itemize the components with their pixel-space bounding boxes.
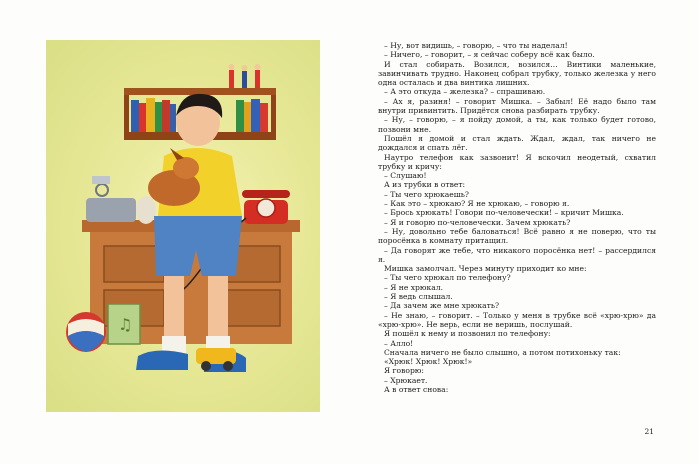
paragraph: – Ах я, разиня! – говорит Мишка. – Забыл! Её надо было там внутри привинтить. Придётся снова разбирать трубку. [378, 96, 656, 116]
paragraph: – Я и говорю по-человечески. Зачем хрюкать? [384, 217, 571, 227]
paragraph: – Ну, вот видишь, – говорю, – что ты наделал! [384, 41, 568, 50]
paragraph: – Как это – хрюкаю? Я не хрюкаю, – говорю я. [384, 199, 570, 209]
paragraph: – Ничего, – говорит, – я сейчас соберу всё как было. [384, 50, 595, 60]
paragraph: – Ну, довольно тебе баловаться! Всё равно я не поверю, что ты поросёнка в комнату притащил. [378, 226, 656, 246]
illustration-drawing [46, 40, 320, 412]
svg-text:♫: ♫ [118, 315, 133, 334]
paragraph: – Слушаю! [384, 171, 427, 181]
paragraph: – Не знаю, – говорит. – Только у меня в трубке всё «хрю-хрю» да «хрю-хрю». Не верь, если не веришь, послушай. [378, 310, 656, 329]
telephone-parts-icon [86, 176, 136, 222]
story-text [378, 41, 656, 394]
paragraph: А из трубки в ответ: [384, 180, 466, 190]
page-number: 21 [644, 427, 654, 436]
paragraph: – Ты чего хрюкал по телефону? [384, 273, 511, 283]
paragraph: Сначала ничего не было слышно, а потом потихоньку так: [384, 347, 621, 357]
paragraph: – А это откуда – железка? – спрашиваю. [384, 87, 546, 97]
paragraph: – Брось хрюкать! Говори по-человечески! – кричит Мишка. [384, 208, 624, 218]
paragraph: – Я не хрюкал. [384, 282, 443, 292]
paragraph: – Ты чего хрюкаешь? [384, 189, 469, 199]
paragraph: Мишка замолчал. Через минуту приходит ко мне: [384, 264, 587, 274]
paragraph: – Я ведь слышал. [384, 292, 453, 302]
paragraph: А в ответ снова: [384, 384, 449, 394]
paragraph: – Алло! [384, 338, 414, 348]
paragraph: Я говорю: [384, 366, 424, 376]
boy-with-dog-illustration [46, 40, 320, 412]
paragraph: Пошёл я домой и стал ждать. Ждал, ждал, так ничего не дождался и спать лёг. [378, 133, 656, 153]
paragraph: Я пошёл к нему и позвонил по телефону: [384, 329, 551, 339]
paragraph: – Хрюкает. [384, 375, 428, 385]
paragraph: – Да зачем же мне хрюкать? [384, 301, 500, 311]
paragraph: Наутро телефон как зазвонит! Я вскочил неодетый, схватил трубку и кричу: [378, 152, 656, 171]
paragraph: – Ну, – говорю, – я пойду домой, а ты, как только будет готово, позвони мне. [378, 115, 656, 134]
paragraph: – Да говорят же тебе, что никакого поросёнка нет! – рассердился я. [378, 245, 656, 264]
paragraph: «Хрюк! Хрюк! Хрюк!» [384, 357, 473, 367]
left-shoe [136, 350, 188, 370]
ball-icon [66, 312, 106, 352]
paragraph: И стал собирать. Возился, возился… Винтики маленькие, завинчивать трудно. Наконец собрал трубку, только железка у него одна осталась и два винтика лишних. [378, 59, 656, 88]
red-telephone-icon [242, 190, 290, 224]
toy-soldiers-icon [229, 64, 261, 88]
